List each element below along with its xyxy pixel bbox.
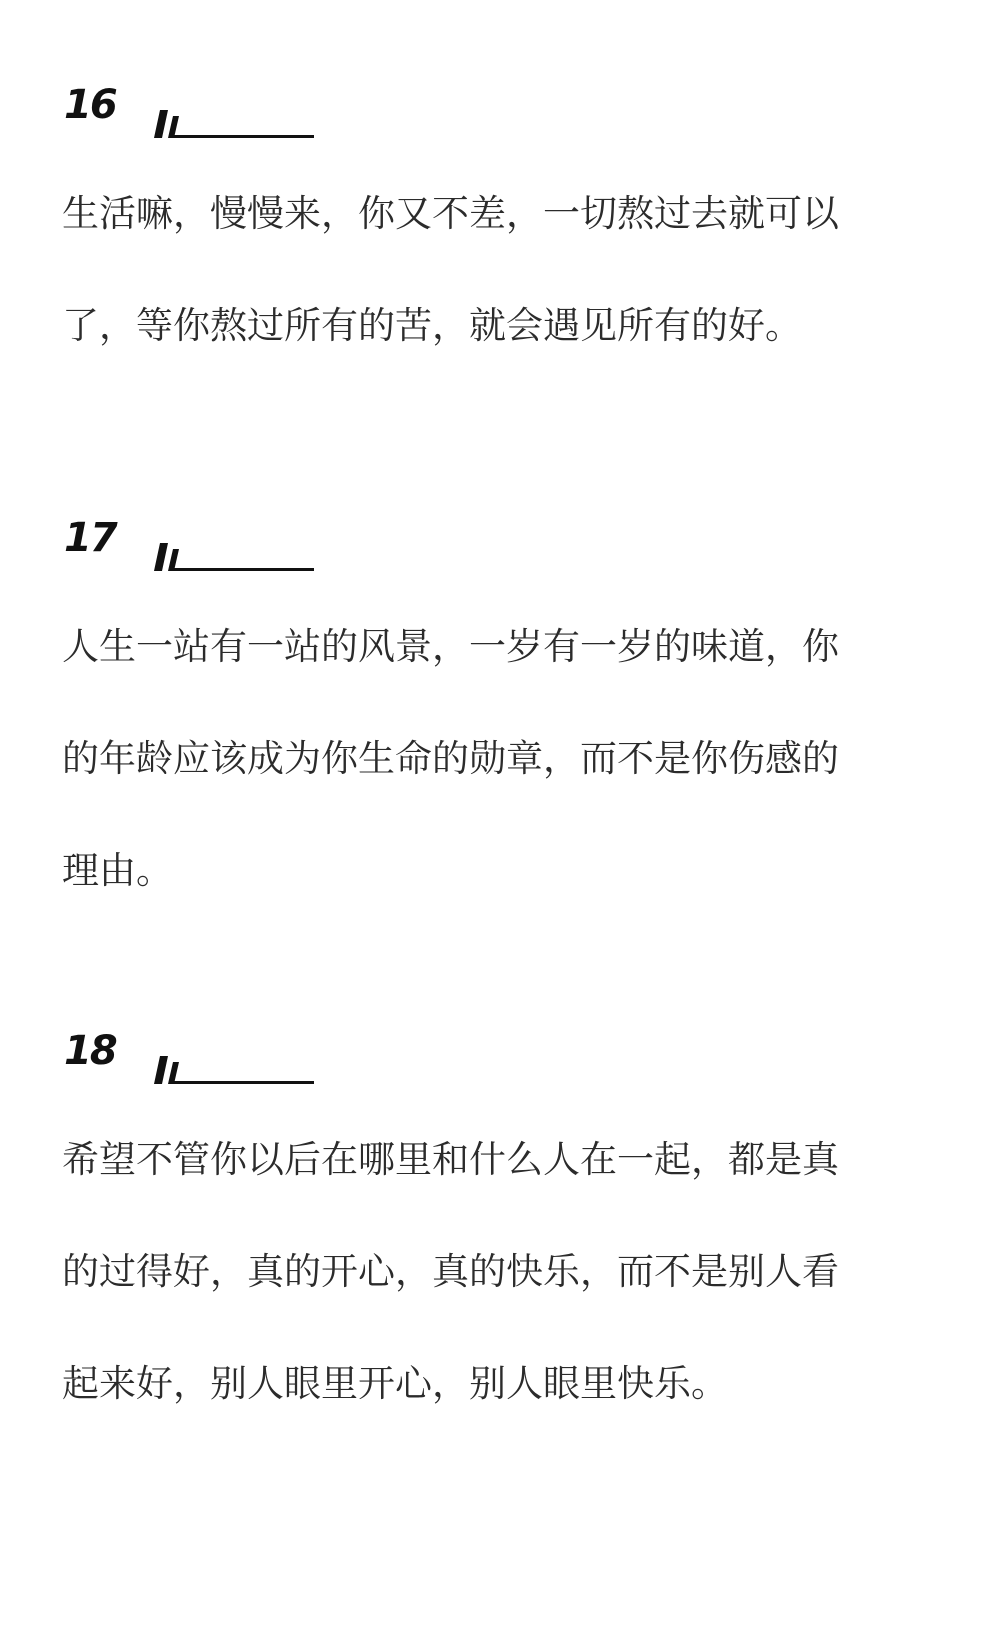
- body-line: 希望不管你以后在哪里和什么人在一起，都是真: [62, 1138, 839, 1181]
- section-header: [62, 515, 942, 575]
- body-line: 了，等你熬过所有的苦，就会遇见所有的好。: [62, 304, 802, 347]
- body-line: 生活嘛，慢慢来，你又不差，一切熬过去就可以: [62, 192, 839, 235]
- section-number: 16: [64, 82, 116, 128]
- section-body: [62, 591, 942, 927]
- section-body: [62, 158, 942, 382]
- body-line: 的年龄应该成为你生命的勋章，而不是你伤感的: [62, 737, 839, 780]
- section-number: 17: [64, 515, 116, 561]
- body-line: 的过得好，真的开心，真的快乐，而不是别人看: [62, 1250, 839, 1293]
- quote-section-17: [62, 515, 942, 927]
- body-line: 人生一站有一站的风景，一岁有一岁的味道，你: [62, 625, 839, 668]
- slash-divider-icon: [154, 1044, 314, 1084]
- body-line: 理由。: [62, 849, 173, 892]
- quote-section-16: [62, 82, 942, 382]
- slash-divider-icon: [154, 531, 314, 571]
- section-body: [62, 1104, 942, 1440]
- quote-section-18: [62, 1028, 942, 1440]
- section-header: [62, 82, 942, 142]
- slash-divider-icon: [154, 98, 314, 138]
- body-line: 起来好，别人眼里开心，别人眼里快乐。: [62, 1362, 728, 1405]
- section-header: [62, 1028, 942, 1088]
- section-number: 18: [64, 1028, 116, 1074]
